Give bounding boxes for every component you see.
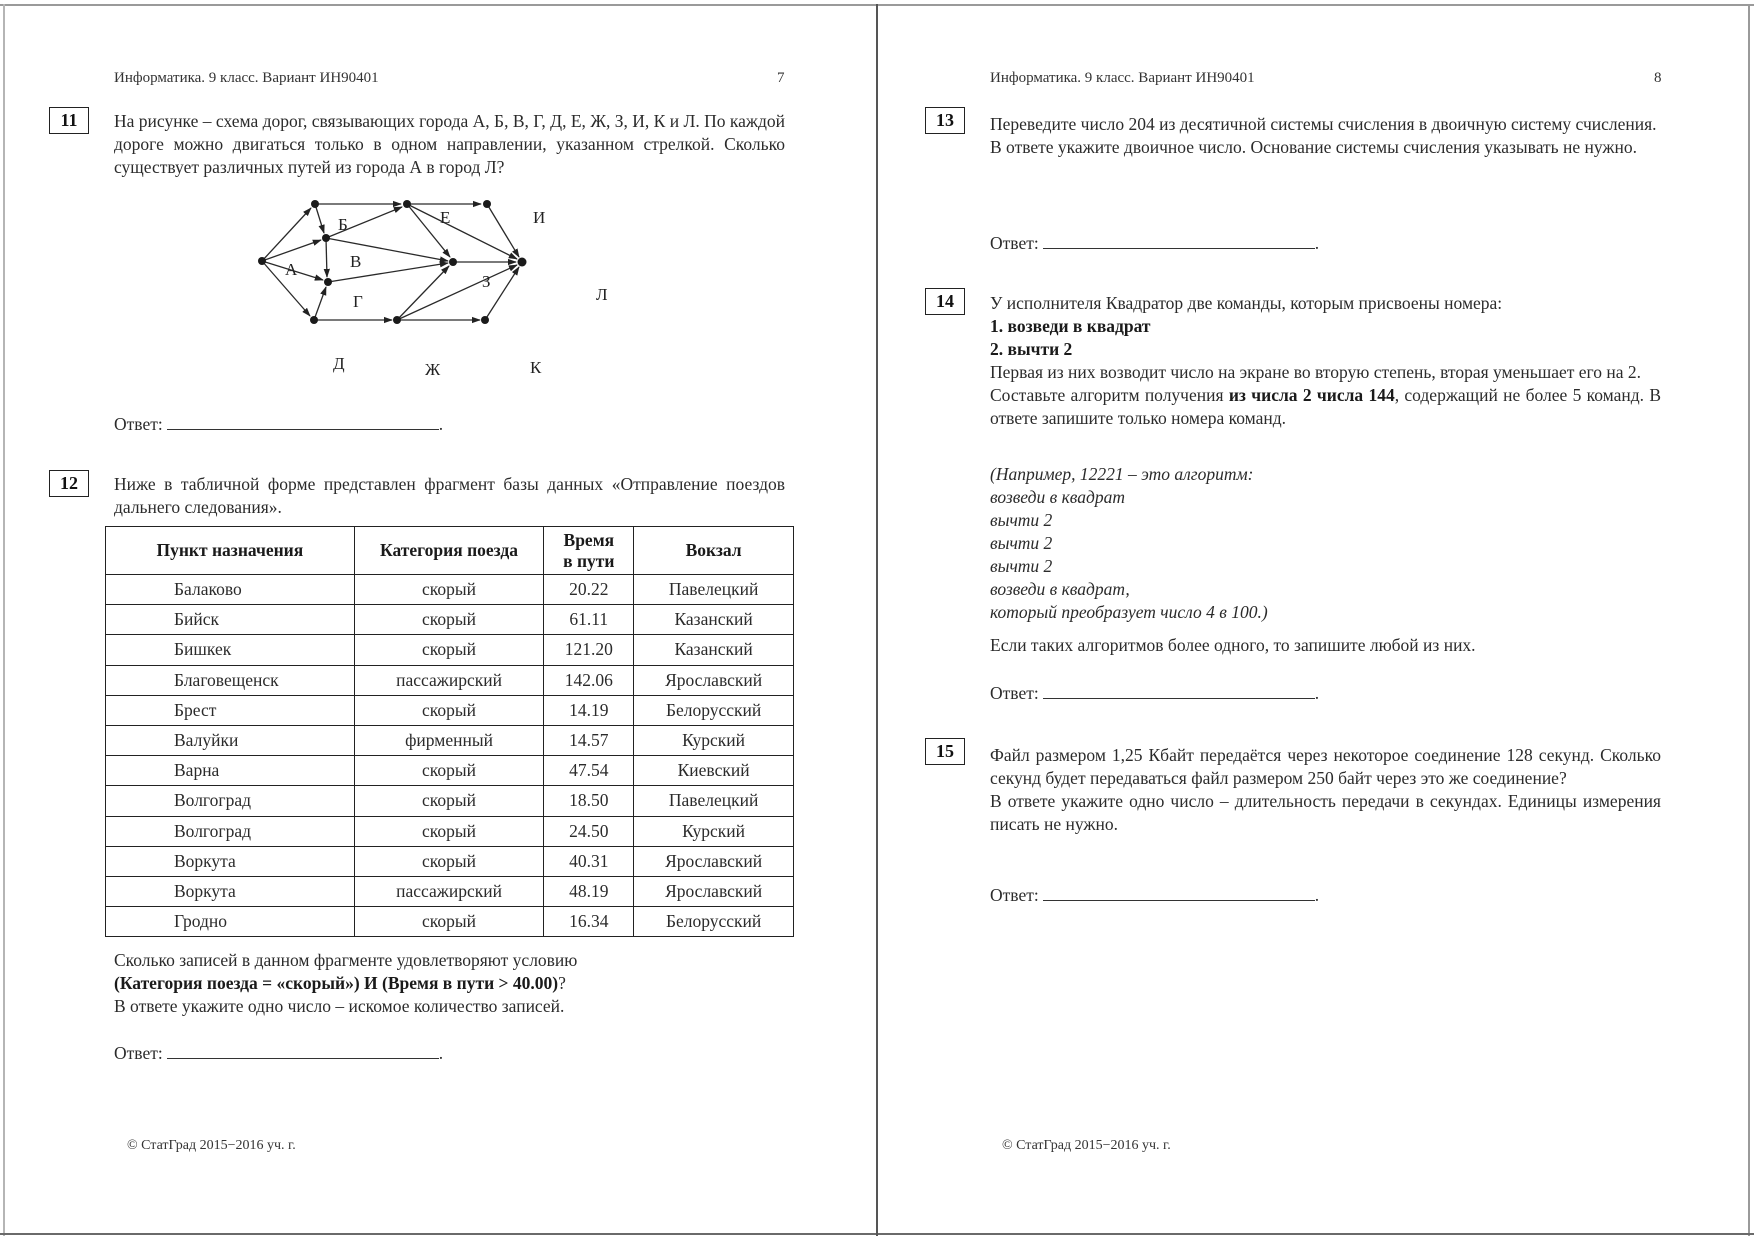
table-row: Брест скорый 14.19 Белорусский — [106, 695, 794, 725]
table-row: Валуйки фирменный 14.57 Курский — [106, 725, 794, 755]
answer-label: Ответ: — [990, 233, 1039, 253]
table-row: Гродно скорый 16.34 Белорусский — [106, 907, 794, 937]
table-header-row — [106, 527, 794, 575]
table-row: Бишкек скорый 121.20 Казанский — [106, 635, 794, 665]
node-label-l: Л — [596, 285, 608, 304]
task-11-text: На рисунке – схема дорог, связывающих города А, Б, В, Г, Д, Е, Ж, З, И, К и Л. По каждой дороге можно двигаться только в одном направлении, указанном стрелкой. Сколько существует различных путей из города А в город Л? — [114, 111, 785, 177]
task-12-question: Сколько записей в данном фрагменте удовлетворяют условию (Категория поезда = «скорый») И (Время в пути > 40.00)? В ответе укажите одно число – искомое количество записей. — [114, 950, 578, 1016]
task-11-answer: Ответ: . — [114, 414, 444, 434]
task-14-text: У исполнителя Квадратор две команды, которым присвоены номера: 1. возведи в квадрат 2. вычти 2 Первая из них возводит число на экране во вторую степень, вторая уменьшает его на 2. Составьте алгоритм получения из числа 2 числа 144, содержащий не более 5 команд. В ответе запишите только номера команд. — [990, 293, 1662, 428]
task-13-text: Переведите число 204 из десятичной системы счисления в двоичную систему счисления. В ответе укажите двоичное число. Основание системы счисления указывать не нужно. — [990, 114, 1657, 157]
task-number-11: 11 — [49, 107, 89, 134]
answer-label: Ответ: — [114, 1043, 163, 1063]
running-head: Информатика. 9 класс. Вариант ИН90401 — [990, 70, 1255, 86]
task-14-note: Если таких алгоритмов более одного, то запишите любой из них. — [990, 635, 1476, 655]
node-label-z: З — [482, 272, 491, 291]
task-12-condition: (Категория поезда = «скорый») И (Время в пути > 40.00) — [114, 973, 559, 993]
node-label-g: Г — [353, 292, 363, 311]
table-row: Благовещенск пассажирский 142.06 Ярославский — [106, 665, 794, 695]
page-number: 8 — [1654, 70, 1662, 86]
table-row: Волгоград скорый 24.50 Курский — [106, 816, 794, 846]
task-14-answer: Ответ: . — [990, 683, 1320, 703]
task-15-text: Файл размером 1,25 Кбайт передаётся через некоторое соединение 128 секунд. Сколько секунд будет передаваться файл размером 250 байт через это же соединение? В ответе укажите одно число – длительность передачи в секундах. Единицы измерения писать не нужно. — [990, 745, 1661, 834]
node-label-i: И — [533, 208, 546, 227]
task-number-14: 14 — [925, 288, 965, 315]
col-header-category: Категория поезда — [354, 527, 544, 575]
task-13-answer-field[interactable] — [1043, 235, 1315, 249]
task-number-15: 15 — [925, 738, 965, 765]
col-header-time: Время в пути — [544, 527, 634, 575]
running-head: Информатика. 9 класс. Вариант ИН90401 — [114, 70, 379, 86]
task-11-answer-field[interactable] — [167, 416, 439, 430]
task-number-13: 13 — [925, 107, 965, 134]
footer-copyright: © СтатГрад 2015−2016 уч. г. — [1002, 1138, 1171, 1153]
node-label-a: А — [285, 260, 298, 279]
road-graph-diagram — [0, 0, 876, 400]
table-row: Воркута пассажирский 48.19 Ярославский — [106, 876, 794, 906]
node-label-d: Д — [333, 354, 345, 373]
table-row: Балаково скорый 20.22 Павелецкий — [106, 575, 794, 605]
task-15-answer-field[interactable] — [1043, 887, 1315, 901]
node-label-v: В — [350, 252, 362, 271]
node-label-e: Е — [440, 208, 451, 227]
col-header-destination: Пункт назначения — [106, 527, 355, 575]
table-row: Воркута скорый 40.31 Ярославский — [106, 846, 794, 876]
footer-copyright: © СтатГрад 2015−2016 уч. г. — [127, 1138, 296, 1153]
task-12-answer-field[interactable] — [167, 1045, 439, 1059]
answer-label: Ответ: — [114, 414, 163, 434]
table-body — [106, 575, 794, 937]
col-header-station: Вокзал — [634, 527, 794, 575]
node-label-zh: Ж — [425, 360, 441, 379]
task-14-example: (Например, 12221 – это алгоритм: возведи в квадрат вычти 2 вычти 2 вычти 2 возведи в квадрат, который преобразует число 4 в 100.) — [990, 464, 1268, 622]
task-14-answer-field[interactable] — [1043, 685, 1315, 699]
table-row: Варна скорый 47.54 Киевский — [106, 756, 794, 786]
task-13-answer: Ответ: . — [990, 233, 1320, 253]
table-row: Бийск скорый 61.11 Казанский — [106, 605, 794, 635]
node-label-k: К — [530, 358, 542, 377]
page-7 — [0, 0, 876, 1239]
task-15-answer: Ответ: . — [990, 885, 1320, 905]
table-row: Волгоград скорый 18.50 Павелецкий — [106, 786, 794, 816]
page-number: 7 — [777, 70, 785, 86]
page-8 — [878, 0, 1754, 1239]
task-12-intro: Ниже в табличной форме представлен фрагмент базы данных «Отправление поездов дальнего следования». — [114, 474, 785, 517]
task-number-12: 12 — [49, 470, 89, 497]
answer-label: Ответ: — [990, 885, 1039, 905]
command-2: 2. вычти 2 — [990, 339, 1073, 359]
trains-table — [105, 526, 794, 937]
answer-label: Ответ: — [990, 683, 1039, 703]
node-label-b: Б — [338, 215, 348, 234]
task-12-answer: Ответ: . — [114, 1043, 444, 1063]
command-1: 1. возведи в квадрат — [990, 316, 1151, 336]
